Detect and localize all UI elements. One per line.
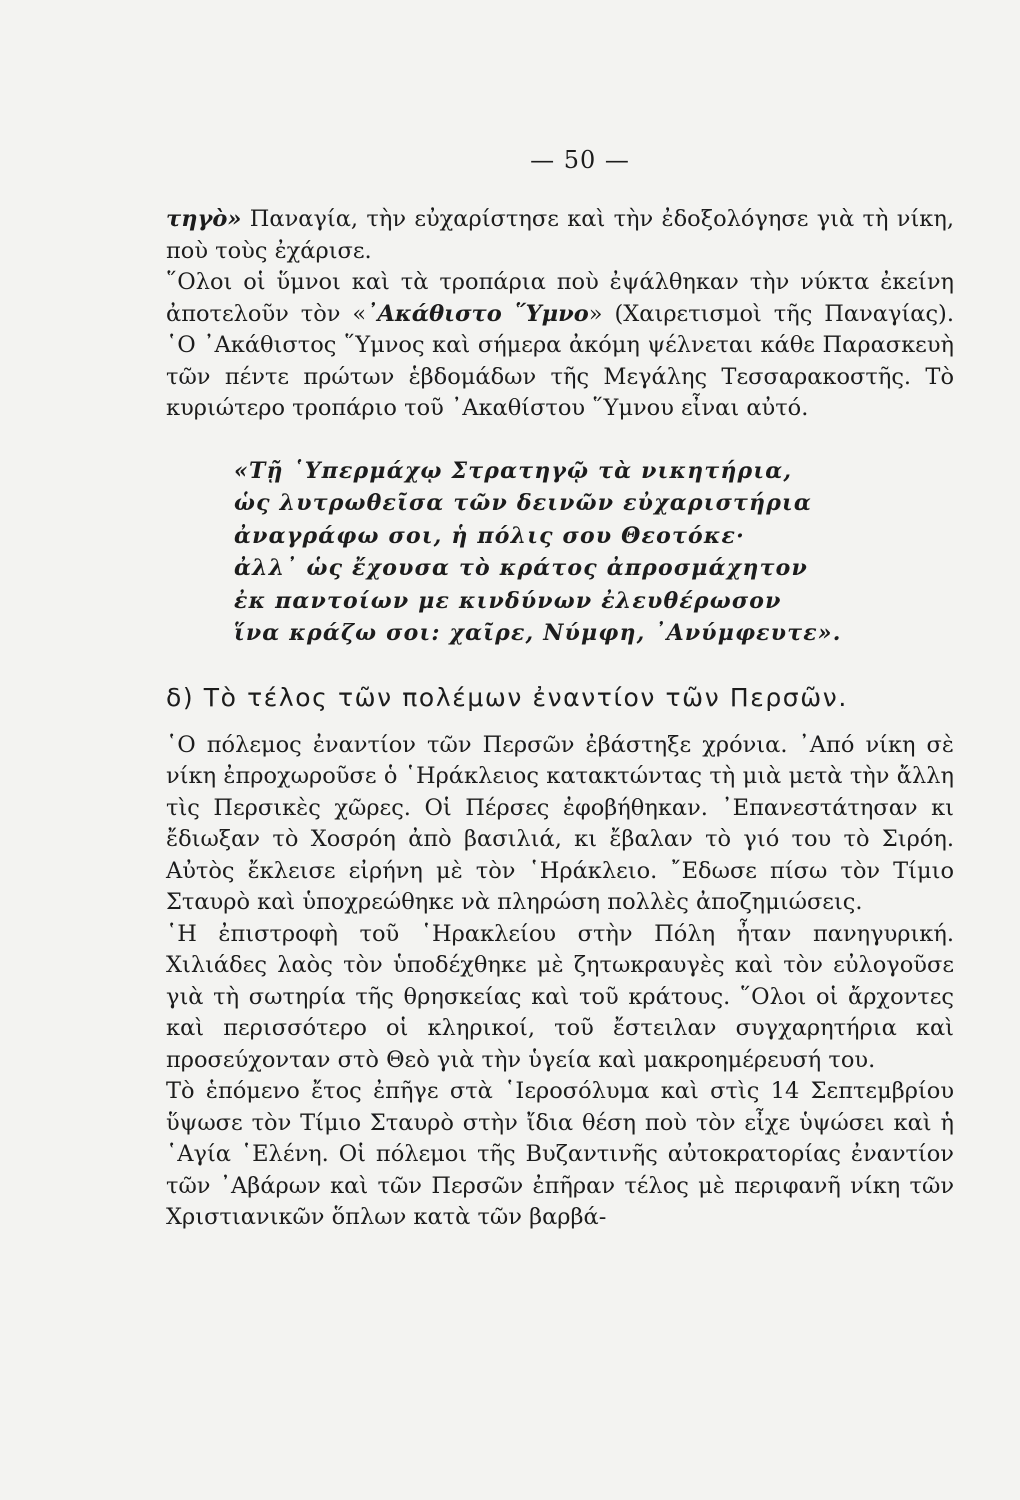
verse-line: ἵνα κράζω σοι: χαῖρε, Νύμφη, ᾿Ανύμφευτε». <box>234 620 842 646</box>
section-body <box>166 730 954 1234</box>
hymn-text-start: ῞Ολοι οἱ ὕμνοι καὶ τὰ τροπάρια ποὺ ἐψάλθηκαν τὴν νύκτα ἐκείνη ἀποτελοῦν τὸν « <box>166 269 954 327</box>
verse-line: ἐκ παντοίων με κινδύνων ἐλευθέρωσον <box>234 587 782 614</box>
verse-line: ὡς λυτρωθεῖσα τῶν δεινῶν εὐχαριστήρια <box>234 490 813 516</box>
intro-lead-italic: τηγὸ» <box>166 206 242 232</box>
section-heading: δ) Τὸ τέλος τῶν πολέμων ἐναντίον τῶν Περσῶν. <box>166 682 848 712</box>
intro-text-1: Παναγία, τὴν εὐχαρίστησε καὶ τὴν ἐδοξολόγησε γιὰ τὴ νίκη, ποὺ τοὺς ἐχάρισε. <box>166 206 954 264</box>
hymn-paragraph <box>166 267 954 425</box>
verse-line: «Τῇ ῾Υπερμάχῳ Στρατηγῷ τὰ νικητήρια, <box>234 457 793 484</box>
intro-paragraph <box>166 204 954 267</box>
body-paragraph: ῾Η ἐπιστροφὴ τοῦ ῾Ηρακλείου στὴν Πόλη ἦταν πανηγυρική. Χιλιάδες λαὸς τὸν ὑποδέχθηκε μὲ ζητωκραυγὲς καὶ τὸν εὐλογοῦσε γιὰ τὴ σωτηρία τῆς θρησκείας καὶ τοῦ κράτους. ῞Ολοι οἱ ἄρχοντες καὶ περισσότερο οἱ κληρικοί, τοῦ ἔστειλαν συγχαρητήρια καὶ προσεύχονταν στὸ Θεὸ γιὰ τὴν ὑγεία καὶ μακροημέρευσή του. <box>166 920 954 1073</box>
body-paragraph: Τὸ ἑπόμενο ἔτος ἐπῆγε στὰ ῾Ιεροσόλυμα καὶ στὶς 14 Σεπτεμβρίου ὕψωσε τὸν Τίμιο Σταυρὸ στὴν ἴδια θέση ποὺ τὸν εἶχε ὑψώσει καὶ ἡ ῾Αγία ῾Ελένη. Οἱ πόλεμοι τῆς Βυζαντινῆς αὐτοκρατορίας ἐναντίον τῶν ᾿Αβάρων καὶ τῶν Περσῶν ἐπῆραν τέλος μὲ περιφανῆ νίκη τῶν Χριστιανικῶν ὅπλων κατὰ τῶν βαρβά- <box>166 1078 954 1230</box>
book-page <box>166 140 954 1234</box>
verse-line: ἀναγράφω σοι, ἡ πόλις σου Θεοτόκε· <box>234 522 745 549</box>
hymn-name: ᾿Ακάθιστο ῞Υμνο <box>366 300 589 327</box>
page-number: — 50 — <box>530 146 630 174</box>
body-paragraph: ῾Ο πόλεμος ἐναντίον τῶν Περσῶν ἐβάστηξε χρόνια. ᾿Από νίκη σὲ νίκη ἐπροχωροῦσε ὁ ῾Ηράκλειος κατακτώντας τὴ μιὰ μετὰ τὴν ἄλλη τὶς Περσικὲς χῶρες. Οἱ Πέρσες ἐφοβήθηκαν. ᾿Επανεστάτησαν κι ἔδιωξαν τὸ Χοσρόη ἀπὸ βασιλιά, κι ἔβαλαν τὸ γιό του τὸ Σιρόη. Αὐτὸς ἔκλεισε εἰρήνη μὲ τὸν ῾Ηράκλειο. ῎Εδωσε πίσω τὸν Τίμιο Σταυρὸ καὶ ὑποχρεώθηκε νὰ πληρώση πολλὲς ἀποζημιώσεις. <box>166 731 954 915</box>
hymn-text-end: » (Χαιρετισμοὶ τῆς Παναγίας). ῾Ο ᾿Ακάθιστος ῞Υμνος καὶ σήμερα ἀκόμη ψέλνεται κάθε Παρασκευὴ τῶν πέντε πρώτων ἑβδομάδων τῆς Μεγάλης Τεσσαρακοστῆς. Τὸ κυριώτερο τροπάριο τοῦ ᾿Ακαθίστου ῞Υμνου εἶναι αὐτό. <box>166 300 954 421</box>
verse-line: ἀλλ᾿ ὡς ἔχουσα τὸ κράτος ἀπροσμάχητον <box>234 555 808 581</box>
troparion-verse <box>234 455 954 650</box>
